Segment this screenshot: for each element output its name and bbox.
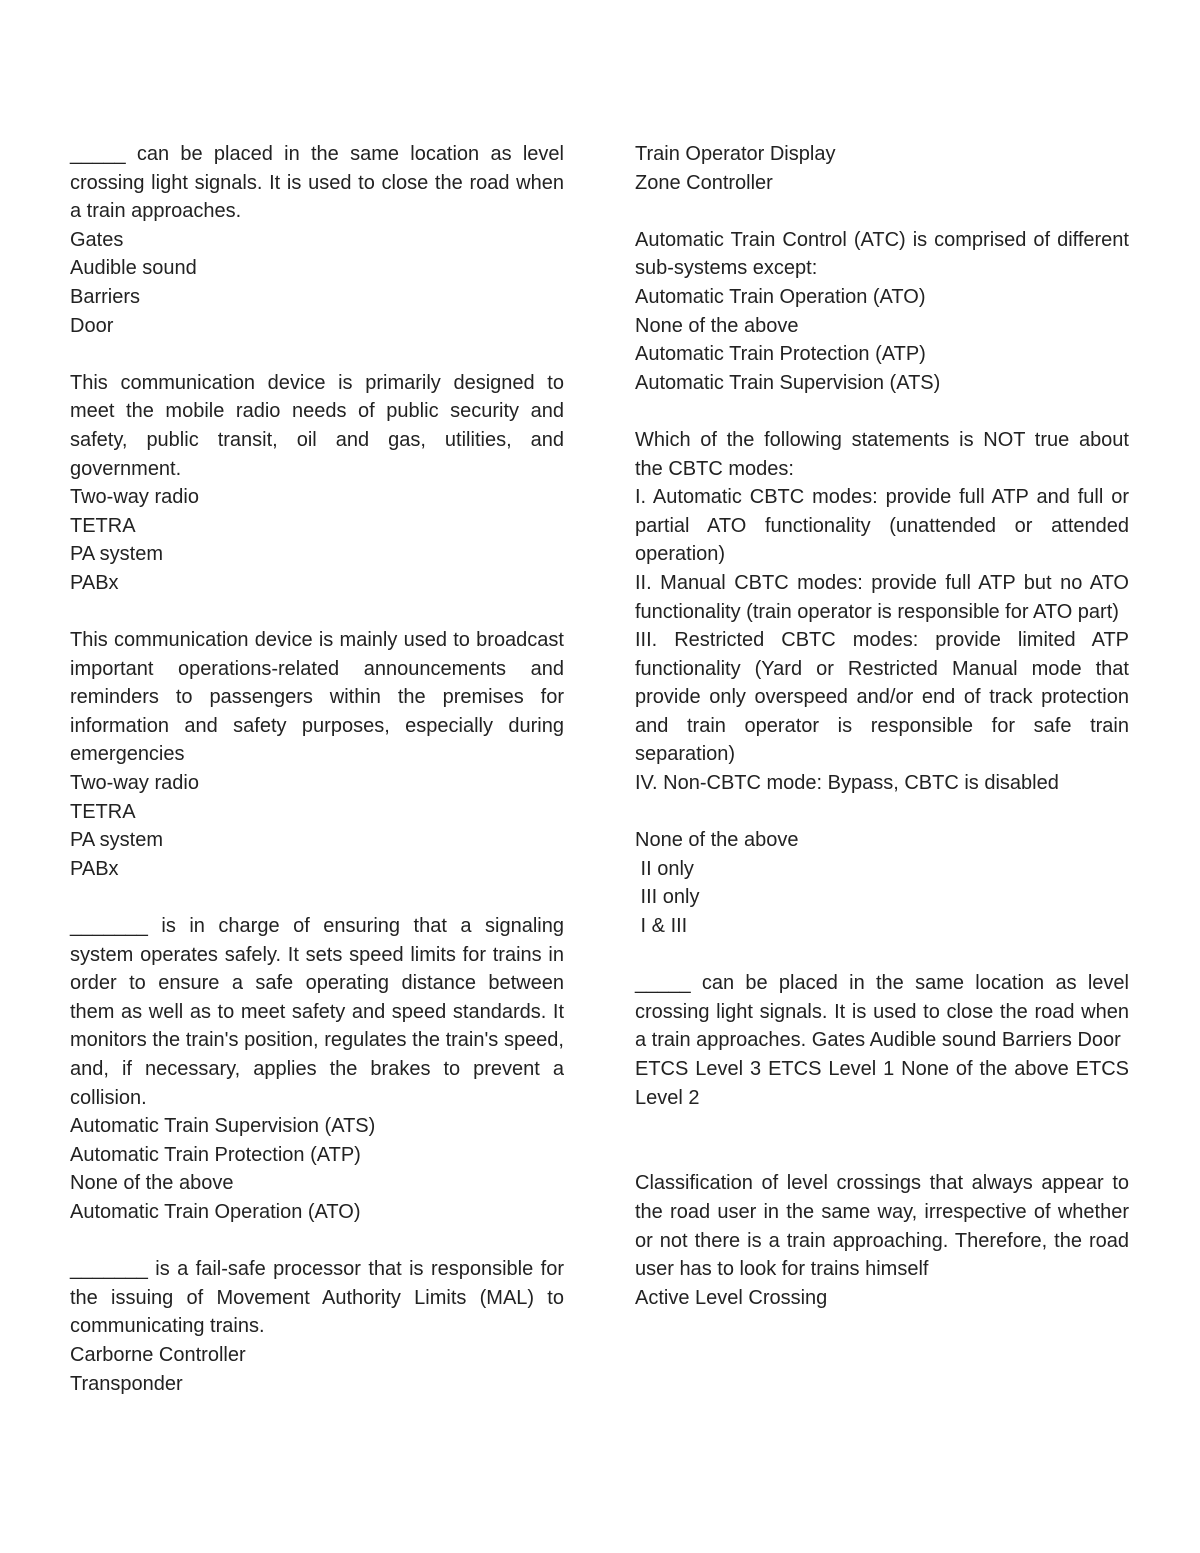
answer-option: None of the above: [635, 829, 799, 852]
document-page: [70, 140, 1130, 1410]
left-column: [70, 140, 564, 1398]
answer-option: Automatic Train Protection (ATP): [635, 343, 926, 366]
question-text: Classification of level crossings that always appear to the road user in the same way, irrespective of whether or not there is a train approaching. Therefore, the road user has to look for trains himself: [635, 1172, 1129, 1281]
question-7: [635, 426, 1129, 941]
spacer: [635, 197, 1129, 226]
answer-option: Transponder: [70, 1372, 183, 1395]
question-1: [70, 140, 564, 340]
answer-option: PA system: [70, 543, 163, 566]
spacer: [70, 598, 564, 627]
answer-option: Automatic Train Supervision (ATS): [70, 1115, 376, 1138]
answer-option: PABx: [70, 857, 119, 880]
question-text: Which of the following statements is NOT true about the CBTC modes:: [635, 428, 1129, 480]
question-8: [635, 969, 1129, 1112]
answer-option: Barriers: [70, 285, 141, 308]
answer-option: Two-way radio: [70, 486, 199, 509]
answer-option: Gates: [70, 228, 124, 251]
answer-option: TETRA: [70, 514, 136, 537]
statement-item: IV. Non-CBTC mode: Bypass, CBTC is disabled: [635, 772, 1059, 795]
answer-option: None of the above: [635, 314, 799, 337]
question-text: _______ is in charge of ensuring that a signaling system operates safely. It sets speed limits for trains in order to ensure a safe operating distance between them as well as to meet safety and speed standards. It monitors the train's position, regulates the train's speed, and, if necessary, applies the brakes to prevent a collision.: [70, 915, 564, 1109]
answer-option: Automatic Train Protection (ATP): [70, 1143, 361, 1166]
answer-option: Door: [70, 314, 114, 337]
question-5: [70, 1255, 564, 1398]
question-2: [70, 369, 564, 598]
answer-option: I & III: [635, 915, 688, 938]
answer-option: Train Operator Display: [635, 143, 836, 165]
spacer: [635, 397, 1129, 426]
question-3: [70, 626, 564, 883]
question-text: This communication device is primarily designed to meet the mobile radio needs of public security and safety, public transit, oil and gas, utilities, and government.: [70, 371, 564, 480]
answer-option: Automatic Train Operation (ATO): [635, 285, 926, 308]
statement-item: III. Restricted CBTC modes: provide limited ATP functionality (Yard or Restricted Manual mode that provide only overspeed and/or end of track protection and train operator is responsible for safe train separation): [635, 629, 1129, 766]
spacer: [635, 798, 1129, 827]
answer-option: III only: [635, 886, 700, 909]
question-6: [635, 226, 1129, 398]
right-column: [635, 140, 1129, 1312]
spacer: [70, 883, 564, 912]
answer-option: TETRA: [70, 800, 136, 823]
spacer: [635, 941, 1129, 970]
statement-item: I. Automatic CBTC modes: provide full ATP and full or partial ATO functionality (unattended or attended operation): [635, 486, 1129, 566]
question-5-continued: [635, 140, 1129, 197]
answer-option: None of the above: [70, 1172, 234, 1195]
question-text: This communication device is mainly used to broadcast important operations-related announcements and reminders to passengers within the premises for information and safety purposes, especially during emergencies: [70, 629, 564, 766]
question-text: _____ can be placed in the same location as level crossing light signals. It is used to close the road when a train approaches. Gates Audible sound Barriers Door: [635, 972, 1129, 1052]
spacer: [635, 1112, 1129, 1169]
spacer: [70, 340, 564, 369]
spacer: [70, 1227, 564, 1256]
question-text: _____ can be placed in the same location as level crossing light signals. It is used to close the road when a train approaches.: [70, 143, 564, 223]
question-4: [70, 912, 564, 1227]
answer-option: PABx: [70, 571, 119, 594]
answer-option: Zone Controller: [635, 171, 773, 194]
question-text: Automatic Train Control (ATC) is comprised of different sub-systems except:: [635, 228, 1129, 280]
question-text: _______ is a fail-safe processor that is responsible for the issuing of Movement Authority Limits (MAL) to communicating trains.: [70, 1258, 564, 1338]
answer-option: Active Level Crossing: [635, 1286, 828, 1309]
question-9: [635, 1169, 1129, 1312]
answer-option: PA system: [70, 829, 163, 852]
answer-option: Carborne Controller: [70, 1343, 246, 1366]
answer-option: Automatic Train Supervision (ATS): [635, 371, 941, 394]
answer-option: Two-way radio: [70, 772, 199, 795]
answer-options-inline: ETCS Level 3 ETCS Level 1 None of the above ETCS Level 2: [635, 1058, 1129, 1109]
answer-option: Automatic Train Operation (ATO): [70, 1200, 361, 1223]
answer-option: II only: [635, 857, 694, 880]
answer-option: Audible sound: [70, 257, 197, 280]
statement-item: II. Manual CBTC modes: provide full ATP but no ATO functionality (train operator is responsible for ATO part): [635, 571, 1129, 623]
